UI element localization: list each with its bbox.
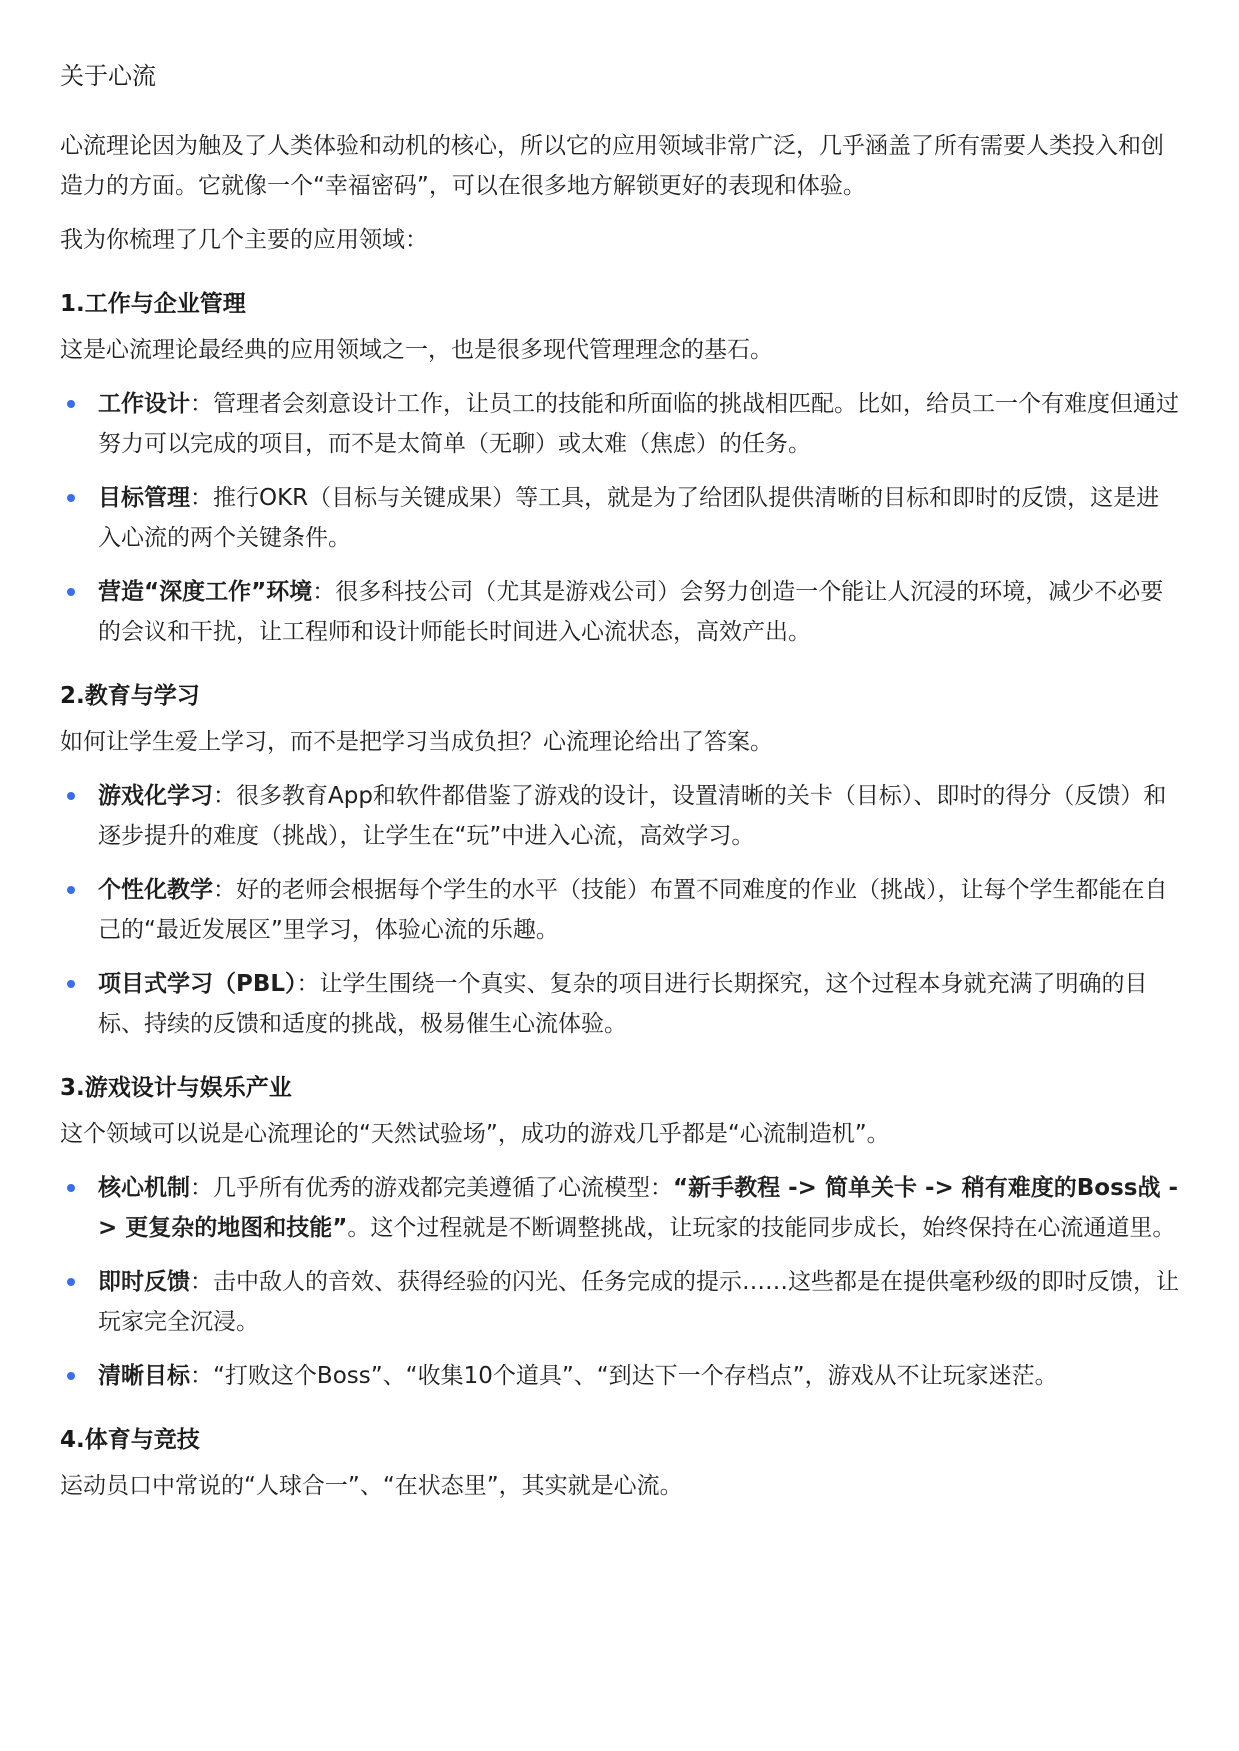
item-text: 。这个过程就是不断调整挑战，让玩家的技能同步成长，始终保持在心流通道里。 (347, 1215, 1176, 1241)
section-game-design (60, 1070, 1180, 1396)
list-item (60, 1356, 1180, 1396)
document-title: 关于心流 (60, 62, 156, 90)
section-heading: 4.体育与竞技 (60, 1427, 200, 1453)
section-sports (60, 1422, 1180, 1506)
section-heading: 1.工作与企业管理 (60, 291, 246, 317)
item-text: 好的老师会根据每个学生的水平（技能）布置不同难度的作业（挑战），让每个学生都能在自己的“最近发展区”里学习，体验心流的乐趣。 (98, 877, 1168, 943)
section-heading: 2.教育与学习 (60, 683, 200, 709)
list-item (60, 1168, 1180, 1248)
list-item (60, 384, 1180, 464)
intro-paragraph: 心流理论因为触及了人类体验和动机的核心，所以它的应用领域非常广泛，几乎涵盖了所有需要人类投入和创造力的方面。它就像一个“幸福密码”，可以在很多地方解锁更好的表现和体验。 (60, 133, 1164, 199)
item-term: 项目式学习（PBL） (98, 971, 297, 997)
section-description: 这个领域可以说是心流理论的“天然试验场”，成功的游戏几乎都是“心流制造机”。 (60, 1121, 890, 1147)
list-item (60, 572, 1180, 652)
item-separator: ： (213, 783, 236, 809)
document-page (60, 58, 1180, 1520)
section-description: 运动员口中常说的“人球合一”、“在状态里”，其实就是心流。 (60, 1473, 683, 1499)
item-text: 推行OKR（目标与关键成果）等工具，就是为了给团队提供清晰的目标和即时的反馈，这是进入心流的两个关键条件。 (98, 485, 1160, 551)
item-text: 击中敌人的音效、获得经验的闪光、任务完成的提示……这些都是在提供毫秒级的即时反馈，让玩家完全沉浸。 (98, 1269, 1179, 1335)
section-description: 如何让学生爱上学习，而不是把学习当成负担？心流理论给出了答案。 (60, 729, 773, 755)
item-text: “打败这个Boss”、“收集10个道具”、“到达下一个存档点”，游戏从不让玩家迷茫。 (213, 1363, 1058, 1389)
item-separator: ： (190, 391, 213, 417)
item-separator: ： (312, 579, 336, 605)
item-separator: ： (190, 1175, 213, 1201)
section-heading: 3.游戏设计与娱乐产业 (60, 1075, 292, 1101)
item-text-before: 几乎所有优秀的游戏都完美遵循了心流模型： (213, 1175, 673, 1201)
item-separator: ： (190, 485, 213, 511)
item-term: 游戏化学习 (98, 783, 213, 809)
list-item (60, 478, 1180, 558)
item-term: 即时反馈 (98, 1269, 190, 1295)
item-text: 很多教育App和软件都借鉴了游戏的设计，设置清晰的关卡（目标）、即时的得分（反馈）和逐步提升的难度（挑战），让学生在“玩”中进入心流，高效学习。 (98, 783, 1167, 849)
item-term: 个性化教学 (98, 877, 213, 903)
item-separator: ： (190, 1363, 213, 1389)
item-term: 目标管理 (98, 485, 190, 511)
item-term: 营造“深度工作”环境 (98, 579, 313, 605)
item-term: 清晰目标 (98, 1363, 190, 1389)
list-item (60, 870, 1180, 950)
bullet-list (60, 776, 1180, 1044)
list-item (60, 776, 1180, 856)
bullet-list (60, 1168, 1180, 1396)
section-description: 这是心流理论最经典的应用领域之一，也是很多现代管理理念的基石。 (60, 337, 773, 363)
section-work-management (60, 286, 1180, 652)
item-separator: ： (190, 1269, 213, 1295)
bullet-list (60, 384, 1180, 652)
item-text: 很多科技公司（尤其是游戏公司）会努力创造一个能让人沉浸的环境，减少不必要的会议和干扰，让工程师和设计师能长时间进入心流状态，高效产出。 (98, 579, 1164, 645)
intro-lead-in: 我为你梳理了几个主要的应用领域： (60, 227, 428, 253)
list-item (60, 1262, 1180, 1342)
list-item (60, 964, 1180, 1044)
item-separator: ： (213, 877, 236, 903)
item-text: 管理者会刻意设计工作，让员工的技能和所面临的挑战相匹配。比如，给员工一个有难度但通过努力可以完成的项目，而不是太简单（无聊）或太难（焦虑）的任务。 (98, 391, 1179, 457)
item-text: 让学生围绕一个真实、复杂的项目进行长期探究，这个过程本身就充满了明确的目标、持续的反馈和适度的挑战，极易催生心流体验。 (98, 971, 1148, 1037)
item-term: 核心机制 (98, 1175, 190, 1201)
item-term: 工作设计 (98, 391, 190, 417)
item-emphasis: “新手教程 -> 简单关卡 -> 稍有难度的Boss战 -> 更复杂的地图和技能” (98, 1175, 1179, 1241)
item-separator: ： (296, 971, 320, 997)
section-education (60, 678, 1180, 1044)
